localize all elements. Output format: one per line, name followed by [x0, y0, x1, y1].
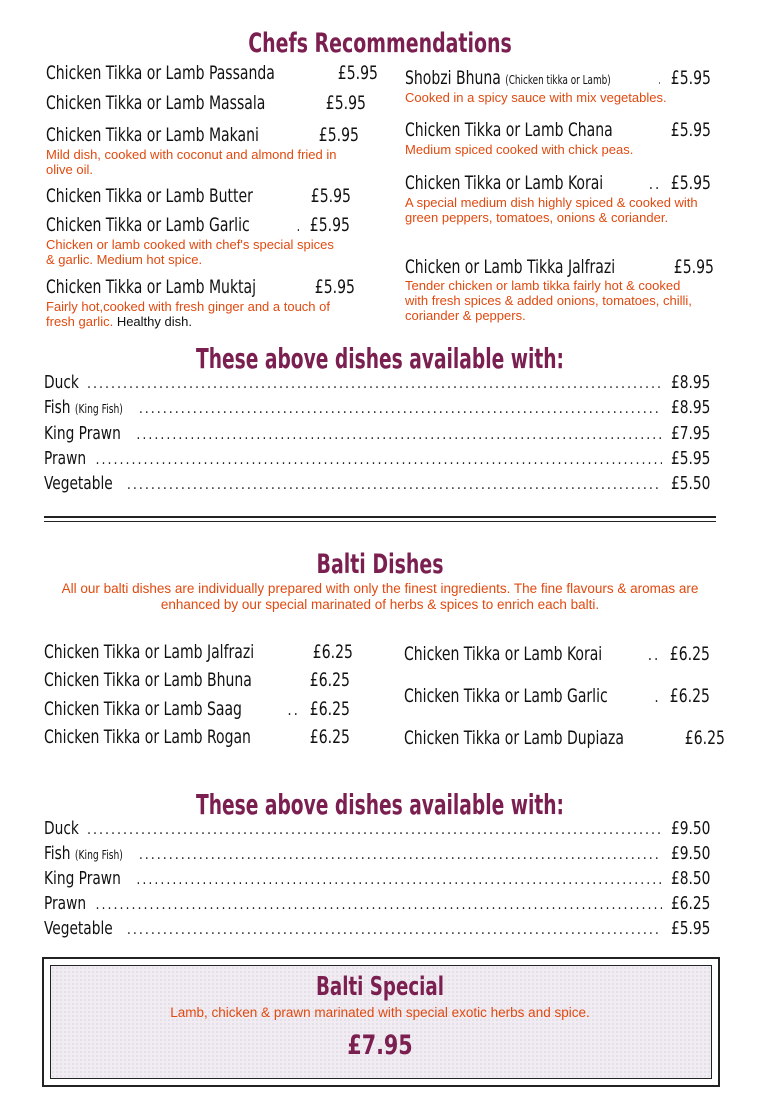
option-row [44, 372, 710, 393]
option-row [44, 843, 710, 864]
option-row [44, 893, 710, 914]
option-label [44, 397, 123, 418]
option-label [44, 818, 79, 839]
item-price: £5.95 [671, 119, 712, 141]
balti-special-price: £7.95 [347, 1030, 413, 1061]
option-label-text: Fish [44, 843, 71, 864]
item-price: £6.25 [669, 643, 710, 665]
option-label [44, 843, 123, 864]
menu-item [44, 698, 350, 720]
dot-leader [87, 822, 662, 838]
item-name-text: Shobzi Bhuna [405, 67, 501, 89]
item-price: £6.25 [669, 685, 710, 707]
item-name: Chicken Tikka or Lamb Bhuna [44, 669, 252, 691]
option-row [44, 918, 710, 939]
menu-item [46, 124, 359, 146]
option-price: £9.50 [670, 818, 710, 839]
option-row [44, 868, 710, 889]
dot-leader [136, 872, 661, 888]
option-price: £7.95 [670, 423, 710, 444]
option-row [44, 423, 710, 444]
item-price: £5.95 [670, 172, 711, 194]
option-label-text: King Prawn [44, 423, 121, 444]
option-label [44, 448, 86, 469]
option-label-text: Vegetable [44, 473, 113, 494]
menu-item [46, 185, 350, 207]
item-price: £6.25 [309, 726, 350, 748]
menu-item [44, 726, 350, 748]
menu-item [405, 119, 711, 141]
section-divider [44, 516, 716, 518]
balti-title: Balti Dishes [316, 549, 444, 580]
option-label [44, 868, 121, 889]
option-price: £8.95 [670, 397, 710, 418]
option-row [44, 818, 710, 839]
dot-leader [139, 847, 662, 863]
item-price: £5.95 [314, 276, 356, 298]
option-label-text: Prawn [44, 893, 87, 914]
menu-item [405, 256, 715, 278]
balti-special-title: Balti Special [316, 972, 444, 1002]
dot-leader [287, 701, 299, 719]
item-price: £5.95 [309, 214, 350, 236]
dot-leader [87, 376, 662, 392]
menu-item [405, 172, 711, 194]
option-price: £5.95 [670, 918, 710, 939]
item-price: £5.95 [318, 124, 359, 146]
menu-item [46, 92, 367, 114]
item-description: Medium spiced cooked with chick peas. [405, 142, 634, 157]
item-description: Chicken or lamb cooked with chef's special spices & garlic. Medium hot spice. [46, 237, 334, 267]
item-name: Chicken Tikka or Lamb Massala [46, 92, 266, 114]
option-label-text: Vegetable [44, 918, 113, 939]
menu-item [44, 641, 354, 663]
option-row [44, 473, 710, 494]
item-name: Chicken Tikka or Lamb Korai [404, 643, 603, 665]
item-name: Chicken Tikka or Lamb Passanda [46, 62, 275, 84]
item-price: £5.95 [670, 67, 711, 89]
option-label-text: Duck [44, 372, 79, 393]
dot-leader [296, 217, 299, 235]
item-name: Chicken Tikka or Lamb Butter [46, 185, 253, 207]
option-price: £5.95 [670, 448, 710, 469]
dot-leader [658, 70, 660, 88]
dot-leader [649, 175, 660, 193]
item-price: £6.25 [309, 698, 350, 720]
balti-intro: All our balti dishes are individually prepared with only the finest ingredients. The fine flavours & aromas are enhanced by our special marinated of herbs & spices to enrich each balti. [61, 581, 699, 612]
item-price: £6.25 [685, 727, 726, 749]
available-title: These above dishes available with: [196, 788, 564, 821]
item-price: £5.95 [311, 185, 352, 207]
option-note: (King Fish) [74, 848, 123, 862]
item-price: £5.95 [326, 92, 367, 114]
option-price: £8.50 [670, 868, 710, 889]
menu-item [404, 643, 710, 665]
option-note: (King Fish) [74, 402, 123, 416]
item-description: A special medium dish highly spiced & cooked with green peppers, tomatoes, onions & coriander. [405, 195, 698, 225]
item-description-highlight: Healthy dish. [113, 314, 192, 329]
option-label-text: Fish [44, 397, 71, 418]
item-name [405, 67, 611, 89]
option-label-text: Duck [44, 818, 79, 839]
item-name: Chicken Tikka or Lamb Jalfrazi [44, 641, 255, 663]
item-description: Tender chicken or lamb tikka fairly hot & cooked with fresh spices & added onions, tomatoes, chilli, coriander & peppers. [405, 278, 692, 323]
dot-leader [96, 897, 662, 913]
menu-item [46, 214, 350, 236]
item-name: Chicken Tikka or Lamb Korai [405, 172, 604, 194]
item-name: Chicken Tikka or Lamb Rogan [44, 726, 251, 748]
option-price: £8.95 [670, 372, 710, 393]
item-name: Chicken or Lamb Tikka Jalfrazi [405, 256, 616, 278]
option-label [44, 893, 86, 914]
item-name: Chicken Tikka or Lamb Muktaj [46, 276, 257, 298]
item-price: £5.95 [337, 62, 379, 84]
option-label [44, 372, 79, 393]
item-name: Chicken Tikka or Lamb Chana [405, 119, 613, 141]
item-name: Chicken Tikka or Lamb Dupiaza [404, 727, 624, 749]
menu-item [405, 67, 711, 89]
dot-leader [127, 922, 662, 938]
dot-leader [648, 646, 659, 664]
dot-leader [127, 477, 662, 493]
option-price: £6.25 [670, 893, 710, 914]
option-price: £5.50 [670, 473, 710, 494]
option-row [44, 397, 710, 418]
chefs-title: Chefs Recommendations [248, 28, 512, 59]
item-name: Chicken Tikka or Lamb Garlic [404, 685, 608, 707]
menu-item [404, 727, 726, 749]
dot-leader [96, 452, 662, 468]
option-label [44, 473, 113, 494]
balti-special-desc: Lamb, chicken & prawn marinated with special exotic herbs and spice. [170, 1005, 590, 1020]
item-name: Chicken Tikka or Lamb Saag [44, 698, 242, 720]
option-row [44, 448, 710, 469]
item-price: £6.25 [313, 641, 354, 663]
option-price: £9.50 [670, 843, 710, 864]
menu-item [404, 685, 710, 707]
item-description: Mild dish, cooked with coconut and almond fried in olive oil. [46, 147, 337, 177]
item-price: £5.95 [674, 256, 715, 278]
item-description: Cooked in a spicy sauce with mix vegetables. [405, 90, 667, 105]
option-label [44, 918, 113, 939]
available-title: These above dishes available with: [196, 342, 564, 375]
item-price: £6.25 [310, 669, 351, 691]
dot-leader [654, 688, 659, 706]
menu-item [46, 62, 379, 84]
option-label [44, 423, 121, 444]
dot-leader [136, 427, 661, 443]
item-name: Chicken Tikka or Lamb Garlic [46, 214, 250, 236]
section-divider [44, 521, 716, 522]
option-label-text: Prawn [44, 448, 87, 469]
menu-item [44, 669, 350, 691]
item-note: (Chicken tikka or Lamb) [505, 73, 611, 87]
dot-leader [298, 729, 299, 747]
dot-leader [139, 401, 662, 417]
item-description [46, 299, 346, 329]
menu-item [46, 276, 356, 298]
item-name: Chicken Tikka or Lamb Makani [46, 124, 259, 146]
option-label-text: King Prawn [44, 868, 121, 889]
item-description-text: Fairly hot,cooked with fresh ginger and a touch of fresh garlic. [46, 299, 330, 329]
